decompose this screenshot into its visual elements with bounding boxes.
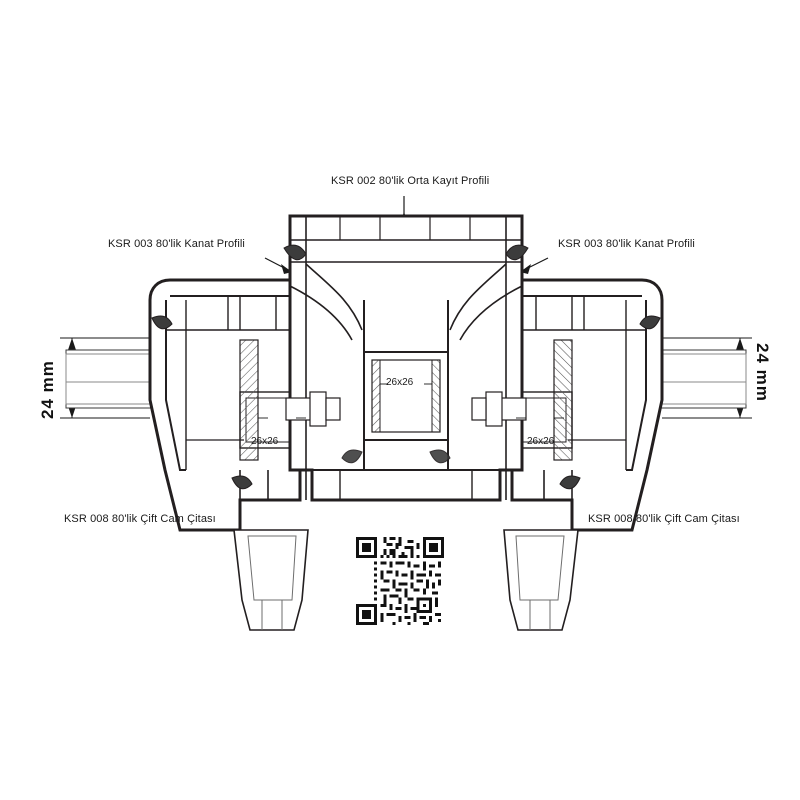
hatched-wall-right	[554, 340, 572, 460]
label-sash-left: KSR 003 80'lik Kanat Profili	[108, 238, 245, 250]
reinforcement-label-right: 26x26	[527, 436, 555, 447]
qr-code	[356, 537, 444, 625]
label-bead-left: KSR 008 80'lik Çift Cam Çitası	[64, 513, 216, 525]
glass-bead-left	[234, 530, 308, 630]
dimension-label-left: 24 mm	[38, 360, 57, 419]
center-mullion-profile	[290, 216, 522, 500]
label-sash-right: KSR 003 80'lik Kanat Profili	[558, 238, 695, 250]
glass-bead-right	[504, 530, 578, 630]
label-center-mullion: KSR 002 80'lik Orta Kayıt Profili	[331, 175, 490, 187]
reinforcement-label-center: 26x26	[386, 377, 414, 388]
label-bead-right: KSR 008 80'lik Çift Cam Çitası	[588, 513, 740, 525]
dimension-label-right: 24 mm	[753, 343, 772, 402]
reinforcement-label-left: 26x26	[251, 436, 279, 447]
